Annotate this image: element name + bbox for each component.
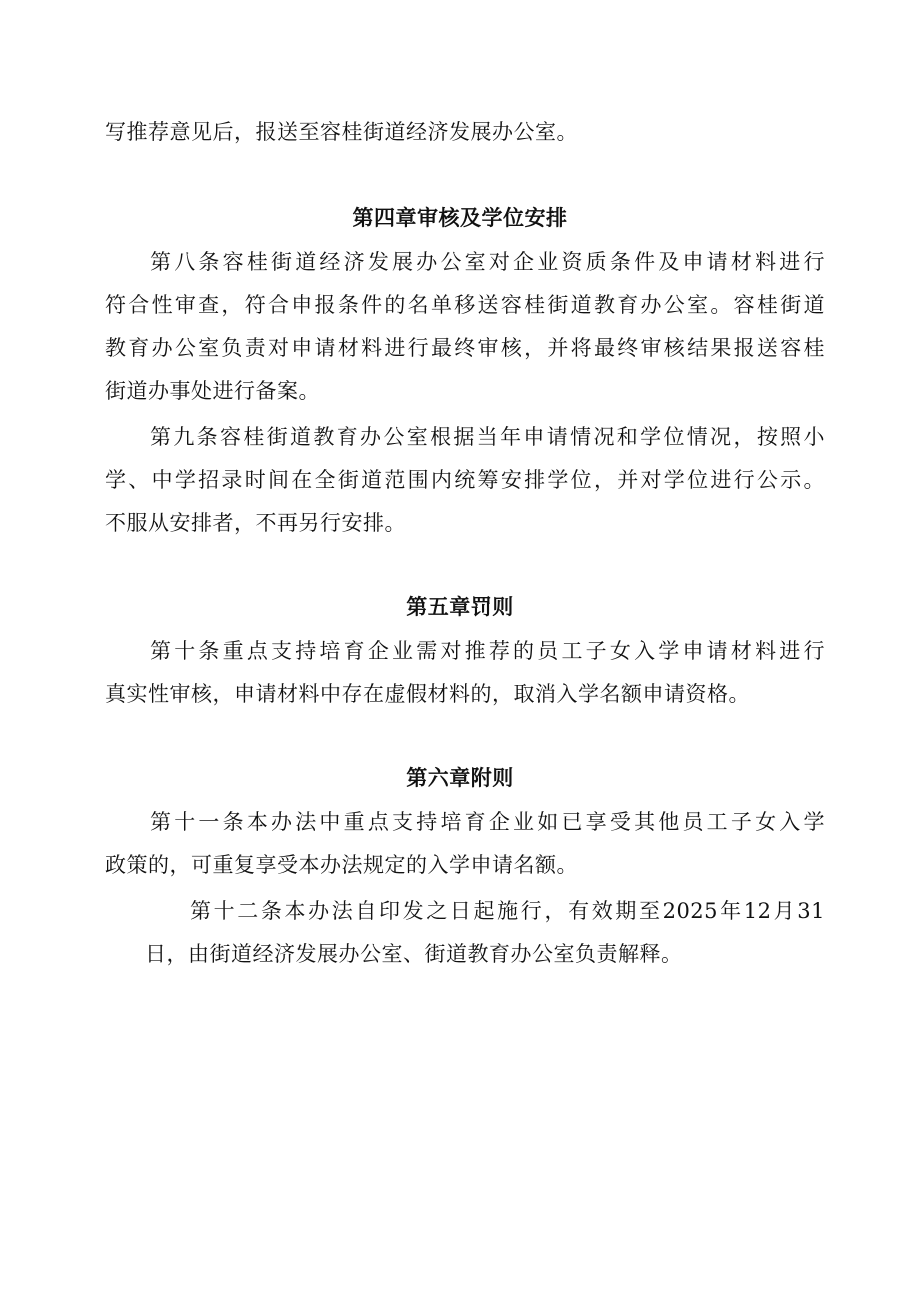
article-9-line-1: 第九条容桂街道教育办公室根据当年申请情况和学位情况，按照小: [150, 425, 825, 449]
article-11-line-1: 第十一条本办法中重点支持培育企业如已享受其他员工子女入学: [150, 810, 825, 834]
intro-paragraph-line: 写推荐意见后，报送至容桂街道经济发展办公室。: [105, 120, 578, 144]
article-11-line-2: 政策的，可重复享受本办法规定的入学申请名额。: [105, 853, 578, 877]
article-8-line-1: 第八条容桂街道经济发展办公室对企业资质条件及申请材料进行: [150, 250, 825, 274]
article-9-line-2: 学、中学招录时间在全街道范围内统筹安排学位，并对学位进行公示。: [105, 468, 825, 492]
chapter-6-title: 第六章附则: [406, 766, 514, 790]
article-8-line-3: 教育办公室负责对申请材料进行最终审核，并将最终审核结果报送容桂: [105, 336, 825, 360]
article-12-line-1: 第十二条本办法自印发之日起施行，有效期至2025年12月31: [190, 899, 825, 923]
chapter-5-title: 第五章罚则: [406, 595, 514, 619]
article-8-line-4: 街道办事处进行备案。: [105, 379, 320, 403]
article-10-line-1: 第十条重点支持培育企业需对推荐的员工子女入学申请材料进行: [150, 639, 825, 663]
article-10-line-2: 真实性审核，申请材料中存在虚假材料的，取消入学名额申请资格。: [105, 682, 750, 706]
article-8-line-2: 符合性审查，符合申报条件的名单移送容桂街道教育办公室。容桂街道: [105, 293, 825, 317]
article-9-line-3: 不服从安排者，不再另行安排。: [105, 511, 406, 535]
article-12-line-2: 日，由街道经济发展办公室、街道教育办公室负责解释。: [145, 942, 683, 966]
chapter-4-title: 第四章审核及学位安排: [352, 206, 568, 230]
